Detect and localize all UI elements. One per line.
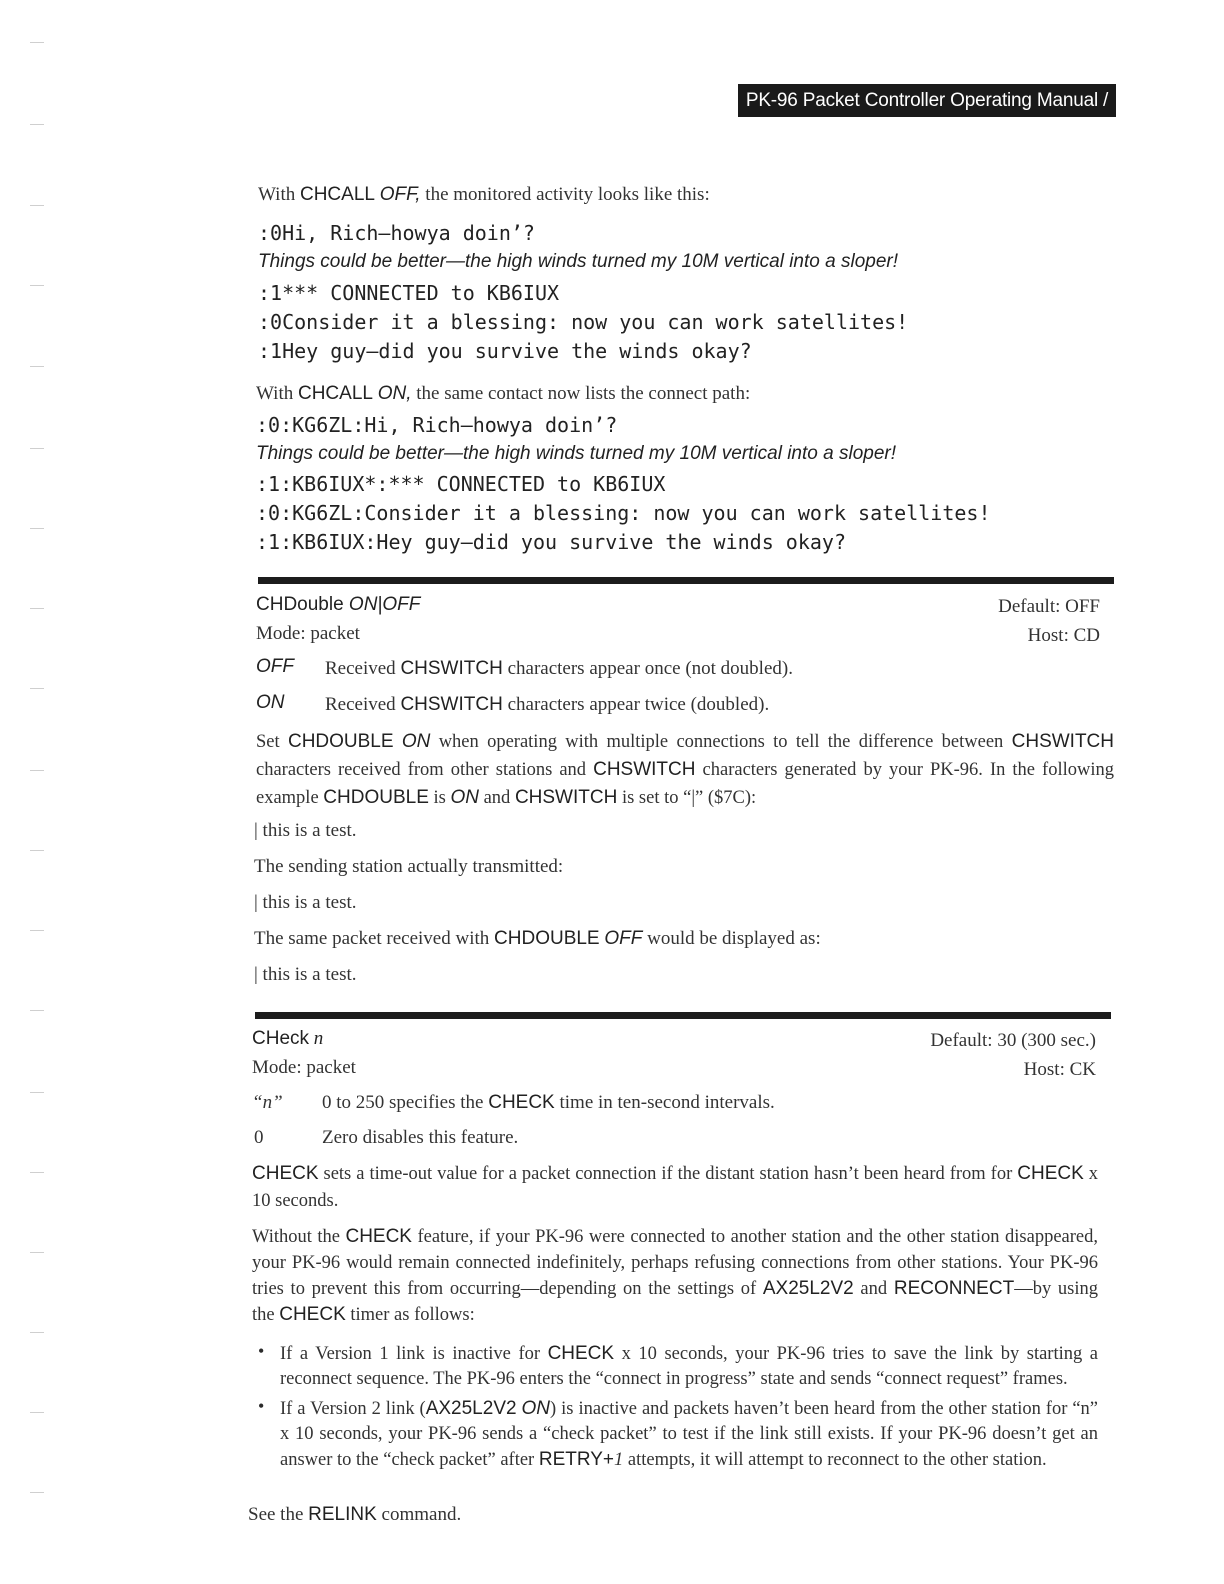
text: —by using the <box>252 1279 1098 1325</box>
command-name: RELINK <box>308 1504 377 1525</box>
option-key: 0 <box>254 1127 264 1148</box>
command-heading <box>256 594 420 616</box>
text: See the <box>248 1504 309 1525</box>
command-name: CHECK <box>279 1304 346 1325</box>
command-arg: ON|OFF <box>343 594 421 615</box>
text: and <box>853 1279 894 1299</box>
text: is <box>428 788 451 808</box>
option-desc <box>325 694 769 716</box>
example-line-italic: Things could be better—the high winds turned my 10M vertical into a sloper! <box>258 251 898 272</box>
text: feature, if your PK-96 were connected to another station and the other station disappeared, your PK-96 would remain connected indefinitely, perhaps refusing connections from other stations. Your PK-96 tries to prevent this from occurring—depending on the settings of <box>252 1227 1098 1299</box>
section-divider <box>255 1012 1111 1019</box>
example-line: :1Hey guy–did you survive the winds okay? <box>258 339 752 363</box>
description-paragraph <box>252 1160 1098 1215</box>
default-value: Default: OFF <box>998 596 1100 617</box>
example-text: | this is a test. <box>254 892 357 913</box>
text: Received <box>325 658 401 679</box>
command-name: AX25L2V2 <box>762 1278 854 1299</box>
text: sets a time-out value for a packet connection if the distant station hasn’t been heard from for <box>318 1164 1018 1184</box>
command-name: CHSWITCH <box>400 658 503 679</box>
chcall-on-intro <box>256 383 750 405</box>
text: Received <box>325 694 401 715</box>
text: and <box>478 788 515 808</box>
text: characters received from other stations and <box>256 760 594 780</box>
description-paragraph <box>252 1224 1098 1328</box>
mode-label: Mode: packet <box>252 1057 356 1078</box>
text: 0 to 250 specifies the <box>322 1092 489 1113</box>
command-name: RETRY+ <box>538 1449 615 1470</box>
command-name: CHECK <box>252 1163 319 1184</box>
text: is set to “|” ($7C): <box>617 788 757 808</box>
text: ) is inactive and packets haven’t been heard from the other station for “n” x 10 seconds, your PK-96 sends a “check packet” to test if the link still exists. If your PK-96 doesn’t get an answer to the “check packet” after <box>280 1399 1099 1470</box>
example-line: :0Consider it a blessing: now you can work satellites! <box>258 310 909 334</box>
command-arg: 1 <box>614 1450 624 1470</box>
command-name: AX25L2V2 <box>425 1398 517 1419</box>
example-line-italic: Things could be better—the high winds turned my 10M vertical into a sloper! <box>256 443 896 464</box>
command-heading <box>252 1028 323 1050</box>
command-name: CHECK <box>1017 1163 1084 1184</box>
command-arg: OFF <box>604 928 643 949</box>
command-name: CHSWITCH <box>1011 731 1115 752</box>
example-line: :0Hi, Rich–howya doin’? <box>258 221 535 245</box>
option-desc: Zero disables this feature. <box>322 1127 519 1148</box>
text: Set <box>256 732 288 752</box>
option-key: OFF <box>256 656 294 677</box>
see-also <box>248 1504 461 1526</box>
example-line: :0:KG6ZL:Hi, Rich–howya doin’? <box>256 413 618 437</box>
text: command. <box>376 1504 462 1525</box>
example-text: | this is a test. <box>254 964 357 985</box>
option-key: “n” <box>252 1092 283 1113</box>
text: x 10 seconds, your PK-96 tries to save the link by starting a reconnect sequence. The PK-96 enters the “connect in progress” state and sends “connect request” frames. <box>280 1344 1098 1389</box>
command-arg: OFF, <box>379 184 421 205</box>
text: time in ten-second intervals. <box>554 1092 775 1113</box>
text: timer as follows: <box>345 1305 475 1325</box>
command-name: RECONNECT <box>893 1278 1015 1299</box>
command-name: CHeck <box>252 1028 310 1049</box>
default-value: Default: 30 (300 sec.) <box>930 1030 1096 1051</box>
command-name: CHSWITCH <box>514 787 618 808</box>
command-name: CHDOUBLE <box>287 731 394 752</box>
received-label <box>254 928 821 950</box>
command-arg: ON <box>450 787 479 808</box>
sent-label: The sending station actually transmitted: <box>254 856 564 877</box>
example-line: :1*** CONNECTED to KB6IUX <box>258 281 560 305</box>
bullet-item <box>280 1341 1098 1392</box>
text: If a Version 1 link is inactive for <box>280 1344 548 1364</box>
section-divider <box>258 577 1114 584</box>
command-arg: n <box>309 1028 324 1049</box>
text: x 10 seconds. <box>252 1164 1099 1211</box>
text: The same packet received with <box>254 928 495 949</box>
command-name: CHCALL <box>297 383 373 404</box>
text: the monitored activity looks like this: <box>420 184 710 205</box>
host-label: Host: CD <box>1027 625 1100 646</box>
command-arg: ON <box>521 1398 551 1419</box>
example-text: | this is a test. <box>254 820 357 841</box>
text: characters appear twice (doubled). <box>502 694 770 715</box>
mode-label: Mode: packet <box>256 623 360 644</box>
text: when operating with multiple connections to tell the difference between <box>430 732 1012 752</box>
text: If a Version 2 link ( <box>280 1399 426 1419</box>
command-arg: ON <box>401 731 431 752</box>
text: characters appear once (not doubled). <box>502 658 793 679</box>
command-name: CHDouble <box>256 594 344 615</box>
command-name: CHDOUBLE <box>494 928 600 949</box>
command-name: CHECK <box>488 1092 555 1113</box>
command-name: CHCALL <box>299 184 375 205</box>
text: Without the <box>252 1227 346 1247</box>
space <box>394 732 402 752</box>
example-line: :1:KB6IUX*:*** CONNECTED to KB6IUX <box>256 472 666 496</box>
command-name: CHECK <box>345 1226 412 1247</box>
text: With <box>258 184 300 205</box>
text: With <box>256 383 298 404</box>
text: characters generated by your PK-96. In the following example <box>256 760 1114 808</box>
command-name: CHDOUBLE <box>323 787 429 808</box>
command-name: CHSWITCH <box>593 759 696 780</box>
header-title: PK-96 Packet Controller Operating Manual / <box>745 90 1109 111</box>
bullet-marker: • <box>258 1396 265 1416</box>
text: the same contact now lists the connect path: <box>411 383 751 404</box>
page-number: 35 <box>916 123 938 144</box>
chcall-off-intro <box>258 184 710 206</box>
example-line: :0:KG6ZL:Consider it a blessing: now you can work satellites! <box>256 501 991 525</box>
example-line: :1:KB6IUX:Hey guy–did you survive the winds okay? <box>256 530 847 554</box>
running-header <box>738 84 1116 144</box>
host-label: Host: CK <box>1023 1059 1096 1080</box>
command-name: CHECK <box>547 1343 615 1364</box>
option-desc <box>322 1092 775 1114</box>
text: would be displayed as: <box>642 928 821 949</box>
option-desc <box>325 658 793 680</box>
bullet-marker: • <box>258 1341 265 1361</box>
command-arg: ON, <box>377 383 412 404</box>
text: attempts, it will attempt to reconnect to the other station. <box>623 1450 1047 1470</box>
option-key: ON <box>256 692 285 713</box>
bullet-item <box>280 1396 1098 1473</box>
description-paragraph <box>256 728 1114 812</box>
command-name: CHSWITCH <box>400 694 503 715</box>
